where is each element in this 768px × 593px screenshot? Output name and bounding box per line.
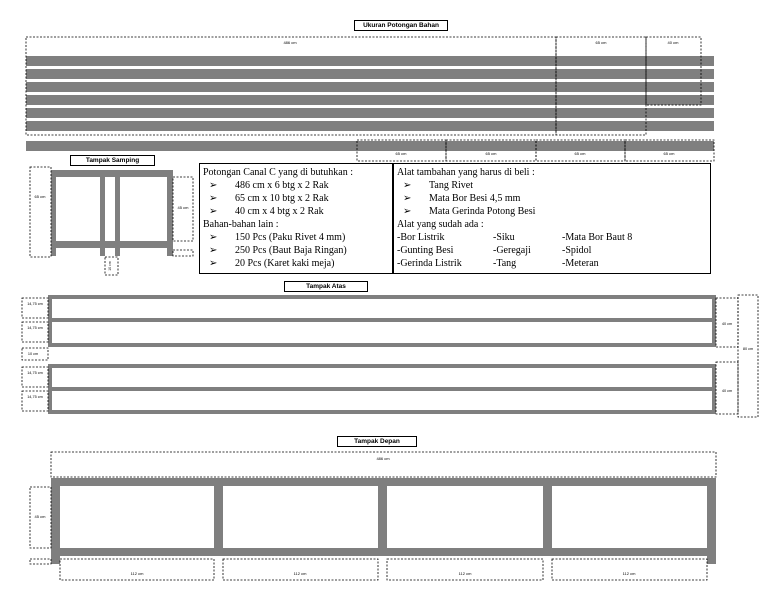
side-bottom-beam: [51, 241, 173, 248]
other-materials-item-text: 150 Pcs (Paku Rivet 4 mm): [235, 232, 346, 243]
bar-486-3: [26, 82, 714, 92]
arrow-bullet-icon: ➢: [403, 193, 412, 204]
top-rail-6: [48, 410, 716, 414]
dim-label-40: 40 cm: [667, 40, 679, 45]
materials-item: [203, 205, 392, 218]
top-dim-label-right-a: 40 cm: [721, 322, 733, 326]
tools-owned-grid: [397, 231, 710, 270]
front-dim-box-bottom-2: [223, 559, 378, 580]
tool-owned: -Geregaji: [493, 245, 531, 256]
other-materials-item: [203, 257, 392, 270]
top-end-right-b: [712, 364, 716, 414]
materials-item-text: 40 cm x 4 btg x 2 Rak: [235, 206, 324, 217]
tools-to-buy-item: [397, 205, 710, 218]
top-dim-box-right-total: [738, 295, 758, 417]
top-rail-3: [48, 343, 716, 347]
tools-to-buy-item: [397, 192, 710, 205]
front-dim-box-bottom-1: [60, 559, 214, 580]
other-materials-heading: Bahan-bahan lain :: [203, 219, 279, 230]
materials-item-text: 486 cm x 6 btg x 2 Rak: [235, 180, 329, 191]
tool-owned: -Bor Listrik: [397, 232, 445, 243]
tools-to-buy-heading: Alat tambahan yang harus di beli :: [397, 167, 535, 178]
front-dim-box-bottom-4: [552, 559, 707, 580]
top-dim-box-left-4: [22, 367, 48, 387]
tools-owned-col-3: [562, 231, 632, 270]
top-dim-label-left-4: 14,75 cm: [27, 371, 43, 375]
dim-label-65-row-2: 65 cm: [485, 151, 497, 156]
materials-panel: [199, 163, 393, 274]
front-dim-label-bottom-1: 112 cm: [130, 571, 144, 576]
top-rail-5: [48, 387, 716, 391]
side-top-beam: [51, 170, 173, 177]
other-materials-item: [203, 244, 392, 257]
arrow-bullet-icon: ➢: [209, 245, 218, 256]
top-rail-4: [48, 364, 716, 368]
tools-owned-heading: Alat yang sudah ada :: [397, 219, 484, 230]
top-dim-box-left-5: [22, 391, 48, 411]
tools-to-buy-item-text: Mata Gerinda Potong Besi: [429, 206, 536, 217]
arrow-bullet-icon: ➢: [209, 206, 218, 217]
front-dim-label-bottom-3: 112 cm: [458, 571, 472, 576]
materials-item: [203, 179, 392, 192]
bar-65-row: [26, 141, 714, 151]
top-rail-1: [48, 295, 716, 299]
dim-label-486: 486 cm: [283, 40, 297, 45]
top-dim-label-left-2: 14,75 cm: [27, 326, 43, 330]
tool-owned: -Mata Bor Baut 8: [562, 232, 633, 243]
front-dim-label-top: 486 cm: [376, 456, 390, 461]
top-end-left-a: [48, 295, 52, 347]
front-leg-2: [214, 478, 223, 556]
tools-to-buy-item: [397, 179, 710, 192]
arrow-bullet-icon: ➢: [403, 206, 412, 217]
title-cut-sizes: Ukuran Potongan Bahan: [354, 20, 448, 31]
top-dim-box-right-b: [716, 362, 738, 414]
dim-label-65-row-4: 65 cm: [663, 151, 675, 156]
front-dim-label-bottom-4: 112 cm: [622, 571, 636, 576]
tools-owned-col-1: [397, 231, 493, 270]
cut-sizes-section: [26, 37, 714, 161]
materials-item: [203, 192, 392, 205]
other-materials-item-text: 250 Pcs (Baut Baja Ringan): [235, 245, 347, 256]
arrow-bullet-icon: ➢: [209, 180, 218, 191]
dim-label-65-row-3: 65 cm: [574, 151, 586, 156]
bar-486-6: [26, 121, 714, 131]
top-dim-label-right-b: 40 cm: [721, 389, 733, 393]
side-dim-box-foot-right: [173, 250, 193, 256]
title-side-view: Tampak Samping: [70, 155, 155, 166]
front-leg-4: [543, 478, 552, 556]
arrow-bullet-icon: ➢: [403, 180, 412, 191]
top-dim-label-left-1: 14,75 cm: [27, 302, 43, 306]
other-materials-item: [203, 231, 392, 244]
front-dim-box-foot: [30, 559, 51, 564]
top-view-section: [22, 295, 758, 417]
top-end-right-a: [712, 295, 716, 347]
materials-item-text: 65 cm x 10 btg x 2 Rak: [235, 193, 329, 204]
front-dim-label-bottom-2: 112 cm: [293, 571, 307, 576]
top-dim-label-right-total: 80 cm: [742, 347, 754, 351]
front-dim-label-left: 45 cm: [34, 514, 46, 519]
top-dim-box-left-1: [22, 298, 48, 318]
top-dim-box-left-2: [22, 322, 48, 342]
tool-owned: -Spidol: [562, 245, 592, 256]
arrow-bullet-icon: ➢: [209, 193, 218, 204]
tool-owned: -Gerinda Listrik: [397, 258, 462, 269]
side-dim-label-right: 45 cm: [177, 205, 189, 210]
dim-label-65-row-1: 65 cm: [395, 151, 407, 156]
dim-label-65: 65 cm: [595, 40, 607, 45]
side-dim-label-bottom: 10 cm: [108, 261, 112, 271]
bar-486-4: [26, 95, 714, 105]
front-dim-box-bottom-3: [387, 559, 543, 580]
arrow-bullet-icon: ➢: [209, 258, 218, 269]
bar-486-5: [26, 108, 714, 118]
side-dim-label-left: 65 cm: [34, 194, 46, 199]
bar-486-1: [26, 56, 714, 66]
front-view-section: [30, 452, 716, 580]
tools-to-buy-item-text: Tang Rivet: [429, 180, 474, 191]
title-front-view: Tampak Depan: [337, 436, 417, 447]
tools-panel: [393, 163, 711, 274]
top-end-left-b: [48, 364, 52, 414]
side-dim-box-left: [30, 167, 51, 257]
side-view-section: [30, 167, 193, 275]
tool-owned: -Siku: [493, 232, 515, 243]
top-dim-label-left-3: 10 cm: [27, 352, 39, 356]
front-leg-1: [51, 478, 60, 564]
materials-heading: Potongan Canal C yang di butuhkan :: [203, 167, 353, 178]
front-leg-5: [707, 478, 716, 564]
bar-486-2: [26, 69, 714, 79]
top-dim-label-left-5: 14,75 cm: [27, 395, 43, 399]
arrow-bullet-icon: ➢: [209, 232, 218, 243]
tool-owned: -Tang: [493, 258, 517, 269]
front-leg-3: [378, 478, 387, 556]
tool-owned: -Gunting Besi: [397, 245, 454, 256]
tools-to-buy-item-text: Mata Bor Besi 4,5 mm: [429, 193, 521, 204]
top-rail-2: [48, 318, 716, 322]
tools-owned-col-2: [493, 231, 562, 270]
other-materials-item-text: 20 Pcs (Karet kaki meja): [235, 258, 335, 269]
title-top-view: Tampak Atas: [284, 281, 368, 292]
tool-owned: -Meteran: [562, 258, 599, 269]
